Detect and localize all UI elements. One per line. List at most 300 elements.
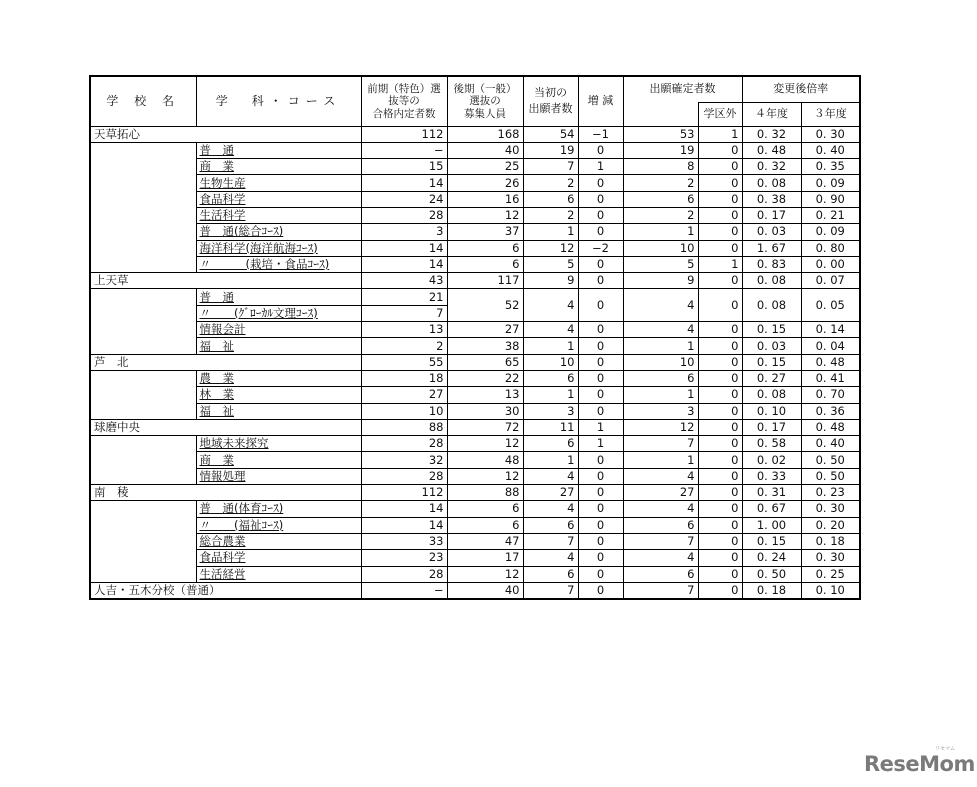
cell-r4: 0. 50 bbox=[742, 566, 801, 582]
school-blank-cell bbox=[90, 533, 196, 549]
header-early-line1: 前期（特色）選 bbox=[367, 82, 441, 95]
school-blank-cell bbox=[90, 207, 196, 223]
school-blank-cell bbox=[90, 142, 196, 158]
cell-change: 0 bbox=[578, 338, 623, 354]
course-row bbox=[90, 566, 860, 582]
table-body bbox=[90, 126, 860, 599]
cell-confirmed: 4 bbox=[623, 550, 698, 566]
cell-initial: 10 bbox=[523, 354, 578, 370]
cell-late: 13 bbox=[447, 387, 523, 403]
school-name: 芦 北 bbox=[90, 354, 361, 370]
school-blank-cell bbox=[90, 550, 196, 566]
cell-r3: 0. 36 bbox=[801, 403, 860, 419]
school-total-row bbox=[90, 582, 860, 599]
cell-outside: 0 bbox=[698, 224, 742, 240]
cell-initial: 4 bbox=[523, 501, 578, 517]
school-blank-cell bbox=[90, 436, 196, 452]
school-blank-cell bbox=[90, 387, 196, 403]
cell-r4: 0. 58 bbox=[742, 436, 801, 452]
cell-initial: 6 bbox=[523, 370, 578, 386]
course-row bbox=[90, 224, 860, 240]
school-total-row bbox=[90, 126, 860, 142]
cell-r3: 0. 41 bbox=[801, 370, 860, 386]
header-initial-line1: 当初の bbox=[534, 86, 567, 100]
course-name: 林 業 bbox=[196, 387, 361, 403]
cell-r4: 0. 67 bbox=[742, 501, 801, 517]
school-blank-cell bbox=[90, 159, 196, 175]
cell-r3: 0. 20 bbox=[801, 517, 860, 533]
cell-r3: 0. 40 bbox=[801, 436, 860, 452]
cell-confirmed: 4 bbox=[623, 501, 698, 517]
cell-change: 0 bbox=[578, 566, 623, 582]
school-blank-cell bbox=[90, 403, 196, 419]
school-total-row bbox=[90, 419, 860, 435]
cell-r4: 0. 08 bbox=[742, 273, 801, 289]
cell-late: 22 bbox=[447, 370, 523, 386]
cell-late: 88 bbox=[447, 485, 523, 501]
cell-change: 0 bbox=[578, 387, 623, 403]
cell-late: 72 bbox=[447, 419, 523, 435]
cell-r3: 0. 14 bbox=[801, 322, 860, 338]
cell-early: − bbox=[361, 142, 447, 158]
school-blank-cell bbox=[90, 305, 196, 321]
cell-outside: 0 bbox=[698, 582, 742, 599]
cell-initial: 4 bbox=[523, 289, 578, 322]
course-row bbox=[90, 403, 860, 419]
cell-change: 0 bbox=[578, 485, 623, 501]
course-row bbox=[90, 436, 860, 452]
cell-initial: 27 bbox=[523, 485, 578, 501]
course-name: 食品科学 bbox=[196, 550, 361, 566]
cell-late: 37 bbox=[447, 224, 523, 240]
cell-late: 12 bbox=[447, 436, 523, 452]
course-row bbox=[90, 322, 860, 338]
cell-confirmed: 9 bbox=[623, 273, 698, 289]
cell-r3: 0. 18 bbox=[801, 533, 860, 549]
cell-r4: 0. 32 bbox=[742, 159, 801, 175]
cell-early: 55 bbox=[361, 354, 447, 370]
cell-r3: 0. 30 bbox=[801, 501, 860, 517]
cell-outside: 0 bbox=[698, 517, 742, 533]
cell-early: 33 bbox=[361, 533, 447, 549]
cell-late: 27 bbox=[447, 322, 523, 338]
cell-initial: 1 bbox=[523, 452, 578, 468]
resemom-logo: ReseMom bbox=[864, 752, 975, 776]
cell-r3: 0. 40 bbox=[801, 142, 860, 158]
cell-confirmed: 1 bbox=[623, 338, 698, 354]
cell-r4: 0. 31 bbox=[742, 485, 801, 501]
cell-early: 24 bbox=[361, 191, 447, 207]
cell-initial: 6 bbox=[523, 517, 578, 533]
cell-early: 14 bbox=[361, 501, 447, 517]
course-name: 総合農業 bbox=[196, 533, 361, 549]
course-name: 商 業 bbox=[196, 159, 361, 175]
cell-early: 32 bbox=[361, 452, 447, 468]
cell-change: 0 bbox=[578, 273, 623, 289]
cell-confirmed: 10 bbox=[623, 354, 698, 370]
course-name: 情報処理 bbox=[196, 468, 361, 484]
cell-change: 0 bbox=[578, 191, 623, 207]
cell-change: 0 bbox=[578, 533, 623, 549]
cell-r4: 1. 00 bbox=[742, 517, 801, 533]
cell-late: 6 bbox=[447, 256, 523, 272]
cell-confirmed: 1 bbox=[623, 224, 698, 240]
cell-early: 3 bbox=[361, 224, 447, 240]
header-late-line1: 後期（一般） bbox=[453, 82, 517, 95]
header-change: 増 減 bbox=[578, 76, 623, 126]
cell-early: 14 bbox=[361, 240, 447, 256]
course-row bbox=[90, 517, 860, 533]
cell-initial: 12 bbox=[523, 240, 578, 256]
cell-confirmed: 1 bbox=[623, 452, 698, 468]
cell-confirmed: 7 bbox=[623, 436, 698, 452]
course-row bbox=[90, 175, 860, 191]
cell-initial: 6 bbox=[523, 566, 578, 582]
resemom-logo-kana: リセマム bbox=[935, 746, 955, 752]
cell-r4: 0. 27 bbox=[742, 370, 801, 386]
cell-outside: 0 bbox=[698, 566, 742, 582]
header-outside: 学区外 bbox=[698, 102, 742, 126]
course-row bbox=[90, 370, 860, 386]
cell-outside: 0 bbox=[698, 191, 742, 207]
cell-confirmed: 10 bbox=[623, 240, 698, 256]
cell-r4: 0. 83 bbox=[742, 256, 801, 272]
cell-r3: 0. 25 bbox=[801, 566, 860, 582]
cell-initial: 7 bbox=[523, 533, 578, 549]
cell-outside: 0 bbox=[698, 273, 742, 289]
cell-late: 65 bbox=[447, 354, 523, 370]
cell-r3: 0. 48 bbox=[801, 419, 860, 435]
school-blank-cell bbox=[90, 338, 196, 354]
course-row bbox=[90, 533, 860, 549]
cell-change: 0 bbox=[578, 452, 623, 468]
cell-r4: 0. 08 bbox=[742, 175, 801, 191]
cell-early: 112 bbox=[361, 485, 447, 501]
school-blank-cell bbox=[90, 256, 196, 272]
course-name: 〃 (福祉ｺｰｽ) bbox=[196, 517, 361, 533]
cell-r3: 0. 10 bbox=[801, 582, 860, 599]
header-school: 学 校 名 bbox=[90, 76, 196, 126]
cell-initial: 54 bbox=[523, 126, 578, 142]
cell-late: 47 bbox=[447, 533, 523, 549]
cell-outside: 0 bbox=[698, 485, 742, 501]
cell-outside: 0 bbox=[698, 322, 742, 338]
cell-early: 2 bbox=[361, 338, 447, 354]
header-course: 学 科・コース bbox=[196, 76, 361, 126]
cell-confirmed: 4 bbox=[623, 289, 698, 322]
cell-outside: 0 bbox=[698, 159, 742, 175]
header-late-line2: 選抜の bbox=[469, 95, 501, 107]
cell-early: 28 bbox=[361, 566, 447, 582]
header-early-line3: 合格内定者数 bbox=[372, 107, 436, 120]
cell-r3: 0. 48 bbox=[801, 354, 860, 370]
cell-early: 15 bbox=[361, 159, 447, 175]
cell-late: 117 bbox=[447, 273, 523, 289]
cell-confirmed: 7 bbox=[623, 582, 698, 599]
cell-outside: 0 bbox=[698, 207, 742, 223]
cell-r3: 0. 50 bbox=[801, 452, 860, 468]
cell-early: 10 bbox=[361, 403, 447, 419]
cell-r4: 0. 02 bbox=[742, 452, 801, 468]
cell-initial: 4 bbox=[523, 550, 578, 566]
cell-early: 88 bbox=[361, 419, 447, 435]
header-ratio: 変更後倍率 bbox=[742, 76, 860, 102]
cell-late: 52 bbox=[447, 289, 523, 322]
cell-outside: 0 bbox=[698, 354, 742, 370]
cell-change: 0 bbox=[578, 501, 623, 517]
cell-late: 38 bbox=[447, 338, 523, 354]
cell-late: 17 bbox=[447, 550, 523, 566]
cell-r4: 0. 24 bbox=[742, 550, 801, 566]
cell-late: 16 bbox=[447, 191, 523, 207]
cell-early: 14 bbox=[361, 256, 447, 272]
application-table bbox=[89, 75, 861, 600]
cell-change: 0 bbox=[578, 175, 623, 191]
table-header bbox=[90, 76, 860, 126]
cell-change: 1 bbox=[578, 419, 623, 435]
school-blank-cell bbox=[90, 452, 196, 468]
cell-r3: 0. 07 bbox=[801, 273, 860, 289]
cell-late: 6 bbox=[447, 240, 523, 256]
cell-r3: 0. 05 bbox=[801, 289, 860, 322]
course-row bbox=[90, 338, 860, 354]
cell-confirmed: 19 bbox=[623, 142, 698, 158]
cell-outside: 0 bbox=[698, 468, 742, 484]
cell-initial: 19 bbox=[523, 142, 578, 158]
course-row bbox=[90, 142, 860, 158]
cell-late: 30 bbox=[447, 403, 523, 419]
course-name: 生活科学 bbox=[196, 207, 361, 223]
cell-initial: 6 bbox=[523, 191, 578, 207]
cell-outside: 0 bbox=[698, 436, 742, 452]
course-row bbox=[90, 256, 860, 272]
cell-confirmed: 1 bbox=[623, 387, 698, 403]
course-name: 情報会計 bbox=[196, 322, 361, 338]
cell-outside: 0 bbox=[698, 533, 742, 549]
cell-initial: 1 bbox=[523, 224, 578, 240]
cell-change: 0 bbox=[578, 322, 623, 338]
cell-early: 21 bbox=[361, 289, 447, 305]
course-row bbox=[90, 550, 860, 566]
school-blank-cell bbox=[90, 289, 196, 305]
cell-confirmed: 2 bbox=[623, 207, 698, 223]
cell-r4: 0. 15 bbox=[742, 354, 801, 370]
school-name: 球磨中央 bbox=[90, 419, 361, 435]
school-blank-cell bbox=[90, 175, 196, 191]
cell-initial: 7 bbox=[523, 159, 578, 175]
header-late bbox=[447, 76, 523, 126]
school-name: 天草拓心 bbox=[90, 126, 361, 142]
course-name: 地域未来探究 bbox=[196, 436, 361, 452]
cell-initial: 5 bbox=[523, 256, 578, 272]
course-name: 福 祉 bbox=[196, 338, 361, 354]
cell-outside: 0 bbox=[698, 501, 742, 517]
header-early bbox=[361, 76, 447, 126]
cell-late: 12 bbox=[447, 566, 523, 582]
cell-change: 0 bbox=[578, 207, 623, 223]
cell-change: 0 bbox=[578, 256, 623, 272]
cell-confirmed: 2 bbox=[623, 175, 698, 191]
cell-r4: 0. 03 bbox=[742, 224, 801, 240]
cell-confirmed: 4 bbox=[623, 468, 698, 484]
course-name: 海洋科学(海洋航海ｺｰｽ) bbox=[196, 240, 361, 256]
cell-confirmed: 4 bbox=[623, 322, 698, 338]
school-total-row bbox=[90, 273, 860, 289]
cell-late: 12 bbox=[447, 468, 523, 484]
cell-r3: 0. 30 bbox=[801, 550, 860, 566]
cell-outside: 1 bbox=[698, 126, 742, 142]
cell-r3: 0. 09 bbox=[801, 175, 860, 191]
cell-r4: 0. 48 bbox=[742, 142, 801, 158]
cell-early: 43 bbox=[361, 273, 447, 289]
cell-r4: 0. 33 bbox=[742, 468, 801, 484]
cell-initial: 4 bbox=[523, 468, 578, 484]
course-name: 商 業 bbox=[196, 452, 361, 468]
school-blank-cell bbox=[90, 191, 196, 207]
course-name: 普 通 bbox=[196, 289, 361, 305]
cell-outside: 0 bbox=[698, 289, 742, 322]
cell-early: − bbox=[361, 582, 447, 599]
cell-r3: 0. 09 bbox=[801, 224, 860, 240]
header-confirmed-blank bbox=[623, 102, 698, 126]
cell-change: 1 bbox=[578, 436, 623, 452]
cell-outside: 0 bbox=[698, 550, 742, 566]
cell-r3: 0. 35 bbox=[801, 159, 860, 175]
cell-confirmed: 3 bbox=[623, 403, 698, 419]
course-row bbox=[90, 289, 860, 305]
course-name: 〃 (ｸﾞﾛｰｶﾙ文理ｺｰｽ) bbox=[196, 305, 361, 321]
cell-r3: 0. 50 bbox=[801, 468, 860, 484]
cell-change: 0 bbox=[578, 142, 623, 158]
cell-early: 28 bbox=[361, 468, 447, 484]
cell-r4: 0. 10 bbox=[742, 403, 801, 419]
course-name: 〃 (栽培・食品ｺｰｽ) bbox=[196, 256, 361, 272]
course-row bbox=[90, 452, 860, 468]
cell-r4: 0. 15 bbox=[742, 533, 801, 549]
course-row bbox=[90, 240, 860, 256]
cell-r4: 0. 15 bbox=[742, 322, 801, 338]
course-row bbox=[90, 501, 860, 517]
school-total-row bbox=[90, 485, 860, 501]
cell-initial: 2 bbox=[523, 175, 578, 191]
school-blank-cell bbox=[90, 501, 196, 517]
cell-change: −1 bbox=[578, 126, 623, 142]
school-blank-cell bbox=[90, 517, 196, 533]
cell-late: 40 bbox=[447, 142, 523, 158]
cell-early: 28 bbox=[361, 207, 447, 223]
cell-confirmed: 6 bbox=[623, 517, 698, 533]
cell-confirmed: 6 bbox=[623, 566, 698, 582]
cell-r3: 0. 90 bbox=[801, 191, 860, 207]
cell-change: 1 bbox=[578, 159, 623, 175]
school-total-row bbox=[90, 354, 860, 370]
course-row bbox=[90, 387, 860, 403]
school-blank-cell bbox=[90, 566, 196, 582]
cell-early: 18 bbox=[361, 370, 447, 386]
cell-r4: 0. 08 bbox=[742, 289, 801, 322]
cell-early: 112 bbox=[361, 126, 447, 142]
course-name: 普 通(総合ｺｰｽ) bbox=[196, 224, 361, 240]
cell-r3: 0. 23 bbox=[801, 485, 860, 501]
cell-initial: 6 bbox=[523, 436, 578, 452]
cell-change: 0 bbox=[578, 582, 623, 599]
cell-r4: 0. 17 bbox=[742, 419, 801, 435]
cell-late: 168 bbox=[447, 126, 523, 142]
cell-change: 0 bbox=[578, 517, 623, 533]
course-name: 生物生産 bbox=[196, 175, 361, 191]
cell-early: 28 bbox=[361, 436, 447, 452]
school-blank-cell bbox=[90, 468, 196, 484]
cell-outside: 0 bbox=[698, 175, 742, 191]
course-name: 生活経営 bbox=[196, 566, 361, 582]
cell-r3: 0. 80 bbox=[801, 240, 860, 256]
school-blank-cell bbox=[90, 224, 196, 240]
cell-change: 0 bbox=[578, 224, 623, 240]
cell-initial: 1 bbox=[523, 387, 578, 403]
cell-late: 48 bbox=[447, 452, 523, 468]
cell-r3: 0. 04 bbox=[801, 338, 860, 354]
cell-r4: 0. 03 bbox=[742, 338, 801, 354]
cell-outside: 0 bbox=[698, 338, 742, 354]
header-initial-line2: 出願者数 bbox=[528, 102, 573, 116]
school-name: 上天草 bbox=[90, 273, 361, 289]
cell-r3: 0. 70 bbox=[801, 387, 860, 403]
cell-outside: 0 bbox=[698, 403, 742, 419]
cell-confirmed: 6 bbox=[623, 191, 698, 207]
cell-late: 26 bbox=[447, 175, 523, 191]
cell-change: 0 bbox=[578, 289, 623, 322]
cell-change: 0 bbox=[578, 370, 623, 386]
header-r4: ４年度 bbox=[742, 102, 801, 126]
cell-r4: 0. 32 bbox=[742, 126, 801, 142]
school-blank-cell bbox=[90, 370, 196, 386]
cell-confirmed: 27 bbox=[623, 485, 698, 501]
cell-r4: 0. 08 bbox=[742, 387, 801, 403]
cell-outside: 0 bbox=[698, 387, 742, 403]
school-blank-cell bbox=[90, 322, 196, 338]
cell-confirmed: 6 bbox=[623, 370, 698, 386]
cell-early: 27 bbox=[361, 387, 447, 403]
cell-r4: 0. 38 bbox=[742, 191, 801, 207]
school-name: 人吉・五木分校（普通） bbox=[90, 582, 361, 599]
cell-r3: 0. 21 bbox=[801, 207, 860, 223]
cell-r4: 0. 17 bbox=[742, 207, 801, 223]
course-name: 普 通(体育ｺｰｽ) bbox=[196, 501, 361, 517]
cell-outside: 0 bbox=[698, 370, 742, 386]
cell-initial: 11 bbox=[523, 419, 578, 435]
cell-outside: 0 bbox=[698, 240, 742, 256]
cell-initial: 2 bbox=[523, 207, 578, 223]
cell-r3: 0. 30 bbox=[801, 126, 860, 142]
cell-outside: 0 bbox=[698, 419, 742, 435]
cell-confirmed: 5 bbox=[623, 256, 698, 272]
cell-early: 23 bbox=[361, 550, 447, 566]
cell-initial: 4 bbox=[523, 322, 578, 338]
cell-confirmed: 7 bbox=[623, 533, 698, 549]
cell-initial: 1 bbox=[523, 338, 578, 354]
cell-early: 13 bbox=[361, 322, 447, 338]
course-row bbox=[90, 468, 860, 484]
cell-change: 0 bbox=[578, 403, 623, 419]
cell-confirmed: 12 bbox=[623, 419, 698, 435]
cell-outside: 0 bbox=[698, 452, 742, 468]
course-name: 農 業 bbox=[196, 370, 361, 386]
cell-initial: 7 bbox=[523, 582, 578, 599]
cell-r4: 0. 18 bbox=[742, 582, 801, 599]
cell-r3: 0. 00 bbox=[801, 256, 860, 272]
course-name: 福 祉 bbox=[196, 403, 361, 419]
cell-early: 7 bbox=[361, 305, 447, 321]
